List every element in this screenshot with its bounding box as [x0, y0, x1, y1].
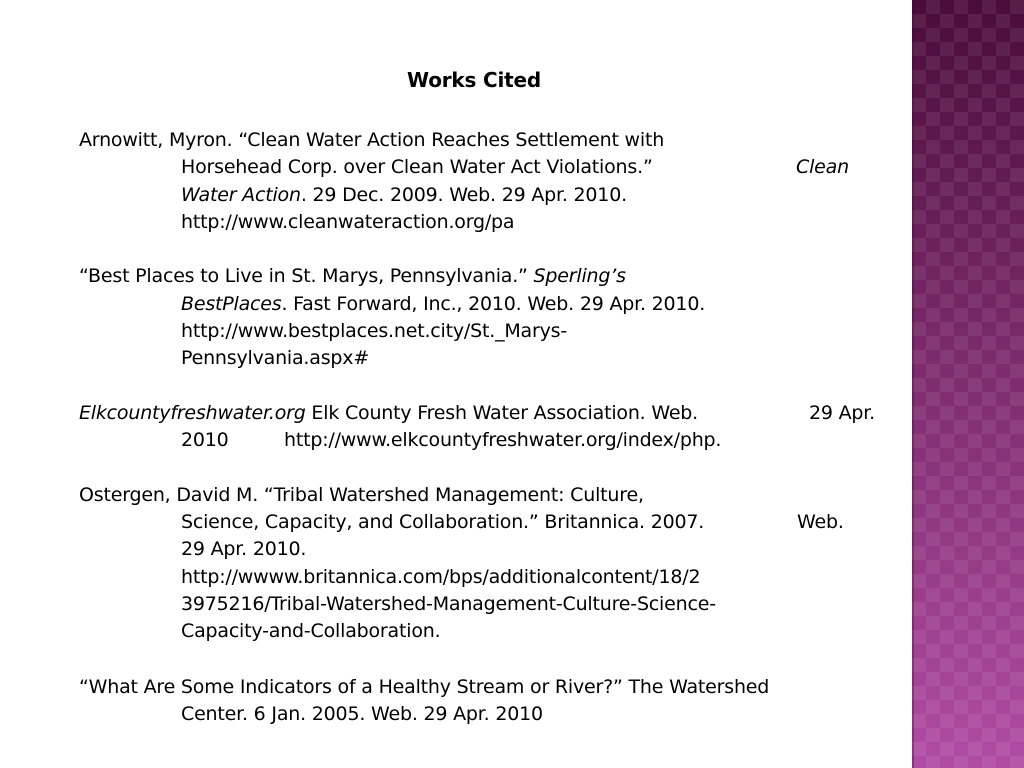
- citation-line-italic: [796, 153, 849, 181]
- citation-url: http://www.elkcountyfreshwater.org/index/php.: [284, 429, 722, 451]
- citation-line: [181, 290, 705, 318]
- citation-line: 29 Apr. 2010.: [181, 538, 307, 560]
- citation-line: Center. 6 Jan. 2005. Web. 29 Apr. 2010: [181, 703, 543, 725]
- citation-url: Capacity-and-Collaboration.: [181, 620, 441, 642]
- citation-line: [79, 399, 698, 427]
- citation-line: 29 Apr.: [809, 402, 875, 424]
- citation-line: Ostergen, David M. “Tribal Watershed Management: Culture,: [79, 484, 644, 506]
- citation-line: “What Are Some Indicators of a Healthy Stream or River?” The Watershed: [79, 676, 770, 698]
- citation-url: Pennsylvania.aspx#: [181, 347, 370, 369]
- citation-line: 2010: [181, 429, 229, 451]
- citation-line: Science, Capacity, and Collaboration.” Britannica. 2007.: [181, 511, 705, 533]
- website-title: Elkcountyfreshwater.org: [79, 402, 306, 424]
- citation-line: [79, 262, 626, 290]
- journal-title: Clean: [796, 156, 849, 178]
- citation-url: http://www.bestplaces.net.city/St._Marys-: [181, 320, 568, 342]
- side-band-edge: [912, 0, 914, 768]
- publication-title: BestPlaces: [181, 293, 282, 315]
- citation-line: [181, 181, 627, 209]
- citation-line: Horsehead Corp. over Clean Water Act Violations.”: [181, 156, 653, 178]
- citation-line: Arnowitt, Myron. “Clean Water Action Reaches Settlement with: [79, 129, 665, 151]
- page-title: Works Cited: [407, 68, 541, 92]
- citation-text: . 29 Dec. 2009. Web. 29 Apr. 2010.: [300, 184, 627, 206]
- citation-url: http://wwww.britannica.com/bps/additionalcontent/18/2: [181, 566, 701, 588]
- decorative-side-band: [912, 0, 1024, 768]
- citation-url: http://www.cleanwateraction.org/pa: [181, 211, 515, 233]
- citation-line: Web.: [797, 511, 844, 533]
- citation-text: “Best Places to Live in St. Marys, Pennsylvania.”: [79, 265, 534, 287]
- journal-title: Water Action: [181, 184, 301, 206]
- citation-text: Elk County Fresh Water Association. Web.: [305, 402, 699, 424]
- citation-url: 3975216/Tribal-Watershed-Management-Culture-Science-: [181, 593, 716, 615]
- publication-title: Sperling’s: [533, 265, 626, 287]
- citation-text: . Fast Forward, Inc., 2010. Web. 29 Apr. 2010.: [281, 293, 706, 315]
